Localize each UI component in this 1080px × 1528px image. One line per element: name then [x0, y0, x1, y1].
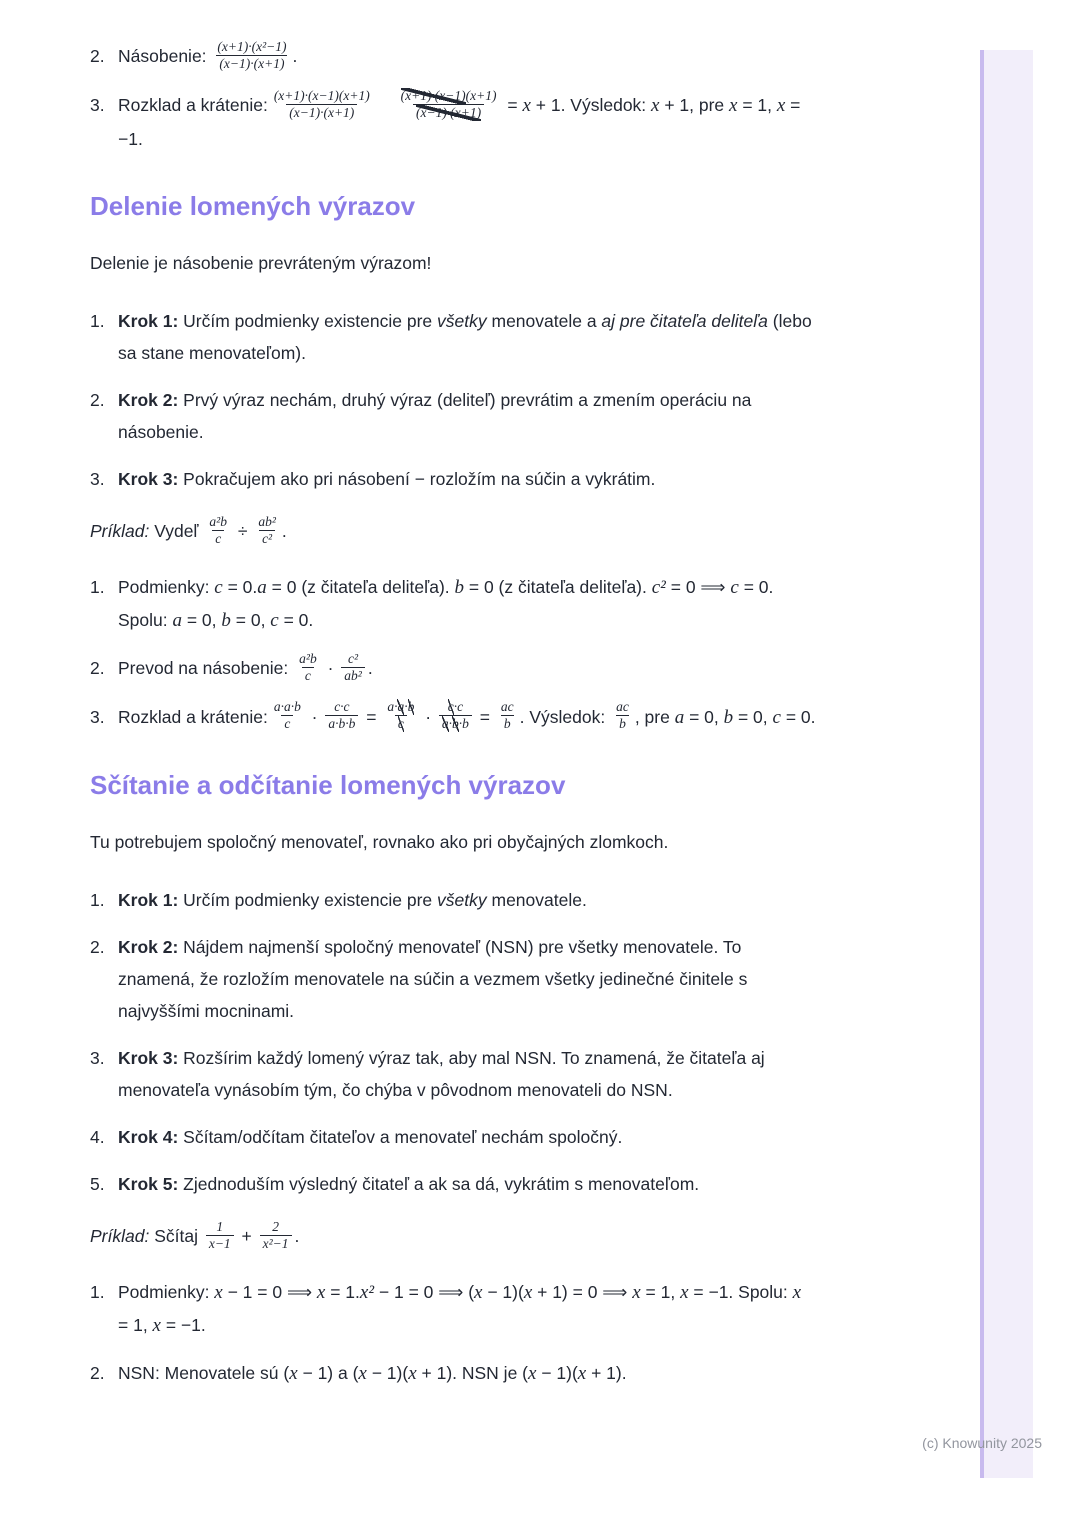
- list-item-text: Podmienky: x − 1 = 0 ⟹ x = 1.x² − 1 = 0 ⟹ (x − 1)(x + 1) = 0 ⟹ x = 1, x = −1. Spolu: x = 1, x = −1.: [118, 1282, 802, 1337]
- list-item: [90, 1357, 816, 1390]
- list-item-number: 3.: [90, 706, 105, 727]
- fraction: $\frac{c\cdot c}{a\cdot b\cdot b}$: [325, 699, 358, 732]
- list-item-text: Rozklad a krátenie: $\frac{a\cdot a\cdot b}{c}$ · $\frac{c\cdot c}{a\cdot b\cdot b}$ = a· a · b c · c ·c a · b ·b = $\frac{ac}{b}$ . Výsledok: $\frac{ac}{b}$ , pre a = 0, b = 0, c = 0.: [118, 699, 816, 732]
- list-item-number: 2.: [90, 389, 105, 410]
- fraction: (x+1)·(x−1) (x+1) (x−1)·(x+1): [400, 87, 497, 120]
- fraction: $\frac{a\cdot a\cdot b}{c}$: [273, 699, 301, 732]
- fraction: $\frac{(x+1)\cdot(x-1)(x+1)}{(x-1)\cdot(x+1)}$: [273, 87, 370, 120]
- list-item-text: Krok 1: Určím podmienky existencie pre všetky menovatele a aj pre čitateľa deliteľa (lebo sa stane menovateľom).: [118, 310, 812, 363]
- page-content: [90, 40, 816, 1410]
- list-item: [90, 1168, 816, 1200]
- list-item: [90, 89, 816, 155]
- example-line-scitanie: Príklad: Sčítaj $\frac{1}{x-1}$ + $\frac{2}{\text{x²−1}}$ .: [90, 1219, 300, 1252]
- copyright-notice: (c) Knowunity 2025: [922, 1435, 1042, 1451]
- fraction: $\frac{\text{(x+1)·(x²−1)}}{(x-1)\cdot(x+1)}$: [217, 38, 287, 71]
- solution-list-delenie: [90, 571, 816, 735]
- list-item-text: NSN: Menovatele sú (x − 1) a (x − 1)(x + 1). NSN je (x − 1)(x + 1).: [118, 1363, 627, 1385]
- list-item-text: Krok 3: Pokračujem ako pri násobení − rozložím na súčin a vykrátim.: [118, 468, 656, 489]
- section-title-scitanie: Sčítanie a odčítanie lomených výrazov: [90, 770, 566, 801]
- list-item-number: 3.: [90, 94, 105, 115]
- lead-paragraph-delenie: Delenie je násobenie prevráteným výrazom!: [90, 252, 432, 273]
- list-item: [90, 701, 816, 735]
- list-item: [90, 1121, 816, 1153]
- list-item-text: Podmienky: c = 0.a = 0 (z čitateľa deliteľa). b = 0 (z čitateľa deliteľa). c² = 0 ⟹ c = 0. Spolu: a = 0, b = 0, c = 0.: [118, 576, 774, 631]
- fraction: $\frac{\text{a²b}}{c}$: [209, 513, 227, 546]
- list-item-number: 1.: [90, 890, 105, 911]
- list-item: [90, 652, 816, 686]
- list-item-text: Krok 5: Zjednoduším výsledný čitateľ a ak sa dá, vykrátim s menovateľom.: [118, 1174, 700, 1195]
- list-item-text: Násobenie: $\frac{\text{(x+1)·(x²−1)}}{(x-1)\cdot(x+1)}$ .: [118, 38, 298, 71]
- list-item-text: Krok 3: Rozšírim každý lomený výraz tak, aby mal NSN. To znamená, že čitateľa aj menovateľa vynásobím tým, čo chýba v pôvodnom menovateli do NSN.: [118, 1048, 765, 1101]
- fraction: $\frac{\text{ab²}}{\text{c²}}$: [258, 513, 276, 546]
- section-title-delenie: Delenie lomených výrazov: [90, 190, 416, 221]
- list-item: [90, 1276, 816, 1342]
- list-item: [90, 305, 816, 369]
- list-item: [90, 40, 816, 74]
- list-item: [90, 571, 816, 637]
- fraction: $\frac{ac}{b}$: [616, 699, 629, 732]
- list-item: [90, 384, 816, 448]
- list-item-number: 2.: [90, 937, 105, 958]
- list-item-number: 1.: [90, 1282, 105, 1303]
- fraction: $\frac{\text{c²}}{\text{ab²}}$: [341, 651, 365, 684]
- page-edge-strip: [980, 50, 1033, 1478]
- list-item-text: Rozklad a krátenie: $\frac{(x+1)\cdot(x-1)(x+1)}{(x-1)\cdot(x+1)}$ (x+1)·(x−1) (x+1) (x−1)·(x+1) = x + 1. Výsledok: x + 1, pre x = 1, x = −1.: [118, 87, 801, 149]
- solution-list-scitanie: [90, 1276, 816, 1390]
- list-item-number: 2.: [90, 657, 105, 678]
- intro-list: [90, 40, 816, 155]
- fraction: a· a · b c: [387, 699, 415, 732]
- list-item: [90, 931, 816, 1027]
- list-item: [90, 463, 816, 495]
- list-item: [90, 884, 816, 916]
- fraction: $\frac{ac}{b}$: [500, 699, 514, 732]
- list-item-text: Prevod na násobenie: $\frac{\text{a²b}}{c}$ · $\frac{\text{c²}}{\text{ab²}}$ .: [118, 650, 373, 683]
- fraction: $\frac{2}{\text{x²−1}}$: [260, 1219, 292, 1252]
- list-item-text: Krok 4: Sčítam/odčítam čitateľov a menovateľ nechám spoločný.: [118, 1127, 623, 1148]
- list-item-number: 5.: [90, 1174, 105, 1195]
- list-item-number: 2.: [90, 1363, 105, 1384]
- list-item-text: Krok 1: Určím podmienky existencie pre všetky menovatele.: [118, 890, 587, 911]
- list-item-number: 3.: [90, 468, 105, 489]
- list-item-number: 1.: [90, 576, 105, 597]
- example-line-delenie: Príklad: Vydeľ $\frac{\text{a²b}}{c}$ ÷ $\frac{\text{ab²}}{\text{c²}}$ .: [90, 513, 287, 546]
- list-item-number: 3.: [90, 1048, 105, 1069]
- list-item-number: 4.: [90, 1127, 105, 1148]
- steps-list-delenie: [90, 305, 816, 495]
- lead-paragraph-scitanie: Tu potrebujem spoločný menovateľ, rovnako ako pri obyčajných zlomkoch.: [90, 832, 669, 853]
- steps-list-scitanie: [90, 884, 816, 1200]
- fraction: $\frac{1}{x-1}$: [206, 1219, 234, 1252]
- list-item: [90, 1042, 816, 1106]
- list-item-number: 1.: [90, 310, 105, 331]
- list-item-text: Krok 2: Nájdem najmenší spoločný menovateľ (NSN) pre všetky menovatele. To znamená, že rozložím menovatele na súčin a vezmem všetky jedinečné činitele s najvyššími mocninami.: [118, 937, 748, 1022]
- list-item-text: Krok 2: Prvý výraz nechám, druhý výraz (deliteľ) prevrátim a zmením operáciu na násobenie.: [118, 389, 752, 442]
- list-item-number: 2.: [90, 46, 105, 66]
- fraction: $\frac{\text{a²b}}{c}$: [299, 650, 317, 683]
- fraction: c ·c a · b ·b: [439, 699, 472, 732]
